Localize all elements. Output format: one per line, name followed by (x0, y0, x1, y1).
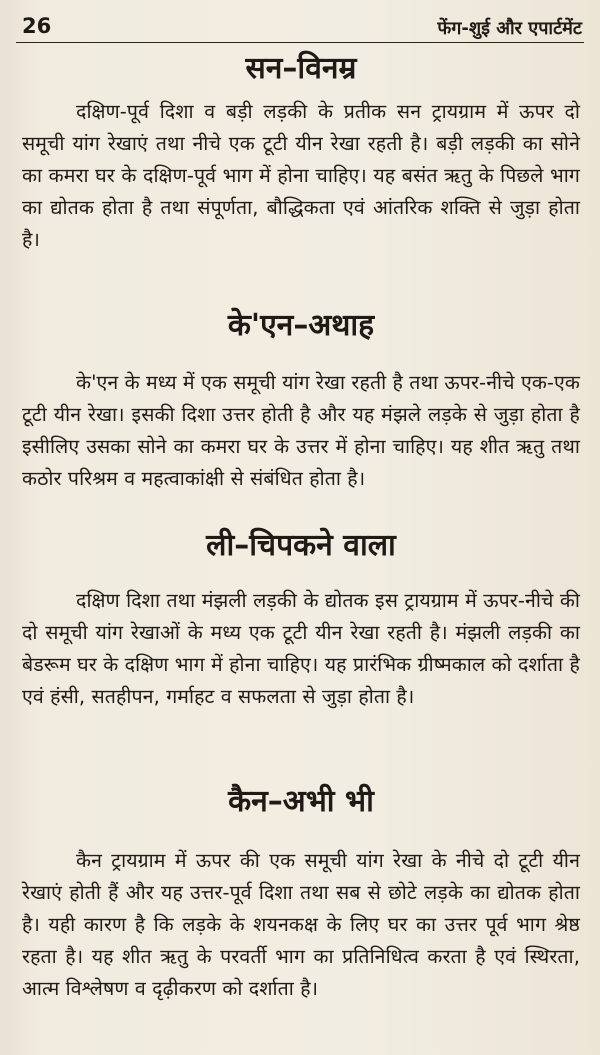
section-ken (22, 783, 580, 1005)
section-paragraph: के'एन के मध्य में एक समूची यांग रेखा रहती है तथा ऊपर-नीचे एक-एक टूटी यीन रेखा। इसकी दिशा उत्तर होती है और यह मंझले लड़के से जुड़ा होता है इसीलिए उसका सोने का कमरा घर के उत्तर में होना चाहिए। यह शीत ऋतु तथा कठोर परिश्रम व महत्वाकांक्षी से संबंधित होता है। (22, 371, 580, 490)
section-sun (22, 50, 580, 256)
section-heading: ली–चिपकने वाला (206, 528, 396, 563)
running-header (22, 14, 582, 40)
page-number: 26 (22, 14, 52, 38)
book-title: फेंग-शुई और एपार्टमेंट (437, 18, 582, 39)
section-heading: कैन–अभी भी (228, 784, 374, 819)
section-li (22, 527, 580, 713)
section-paragraph: दक्षिण दिशा तथा मंझली लड़की के द्योतक इस ट्रायग्राम में ऊपर-नीचे की दो समूची यांग रेखाओं के मध्य एक टूटी यीन रेखा रहती है। मंझली लड़की का बेडरूम घर के दक्षिण भाग में होना चाहिए। यह प्रारंभिक ग्रीष्मकाल को दर्शाता है एवं हंसी, सतहीपन, गर्माहट व सफलता से जुड़ा होता है। (22, 589, 580, 708)
section-heading: के'एन–अथाह (227, 308, 375, 343)
section-paragraph: कैन ट्रायग्राम में ऊपर की एक समूची यांग रेखा के नीचे दो टूटी यीन रेखाएं होती हैं और यह उत्तर-पूर्व दिशा तथा सब से छोटे लड़के का द्योतक होता है। यही कारण है कि लड़के के शयनकक्ष के लिए घर का उत्तर पूर्व भाग श्रेष्ठ रहता है। यह शीत ऋतु के परवर्ती भाग का प्रतिनिधित्व करता है एवं स्थिरता, आत्म विश्लेषण व दृढ़ीकरण को दर्शाता है। (22, 849, 580, 1000)
section-heading: सन–विनम्र (245, 51, 357, 86)
section-paragraph: दक्षिण-पूर्व दिशा व बड़ी लड़की के प्रतीक सन ट्रायग्राम में ऊपर दो समूची यांग रेखाएं तथा नीचे एक टूटी यीन रेखा रहती है। बड़ी लड़की का सोने का कमरा घर के दक्षिण-पूर्व भाग में होना चाहिए। यह बसंत ऋतु के पिछले भाग का द्योतक होता है तथा संपूर्णता, बौद्धिकता एवं आंतरिक शक्ति से जुड़ा होता है। (22, 100, 580, 251)
section-kan (22, 307, 580, 495)
header-rule (16, 42, 584, 43)
